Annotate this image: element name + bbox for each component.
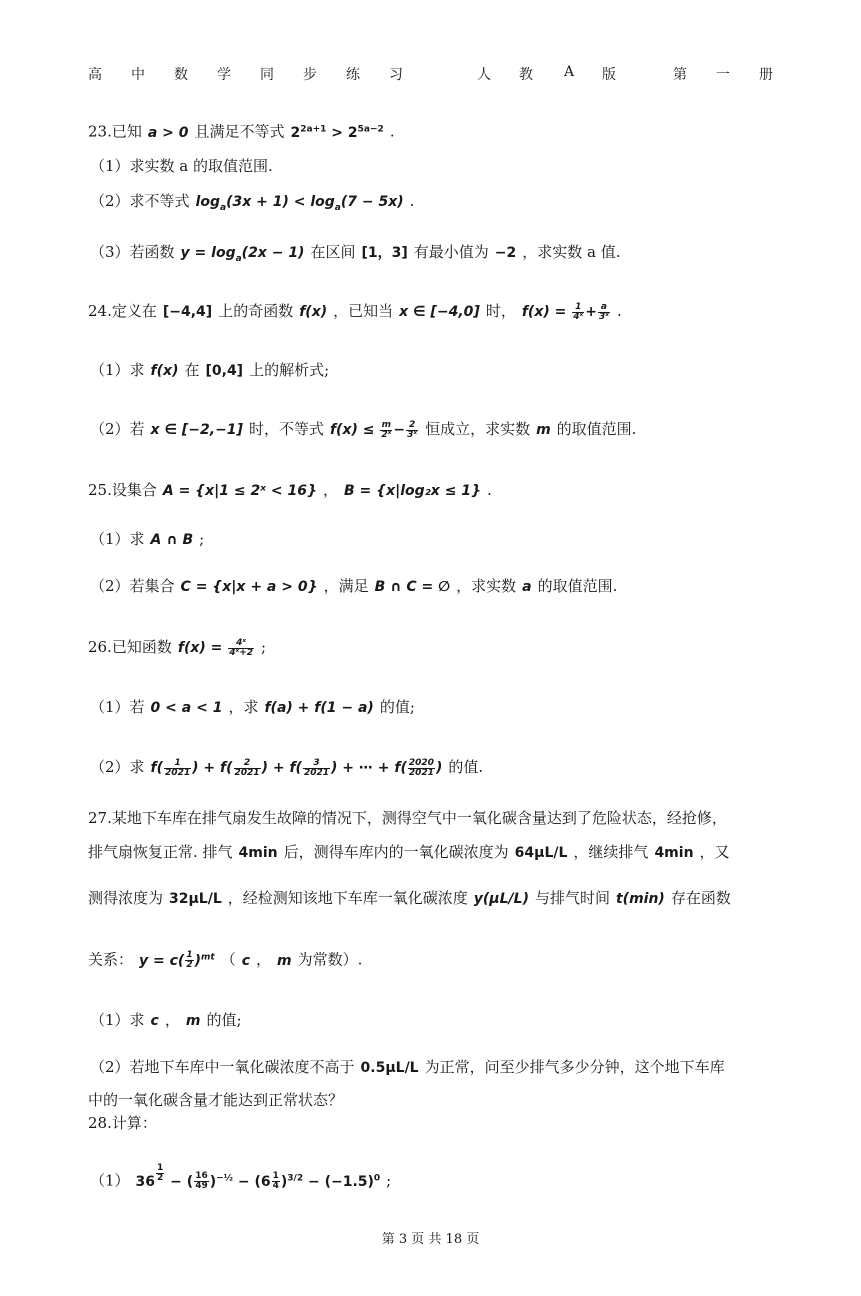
q24-label: 24.定义在 [88, 302, 157, 320]
domain: x ∈ [−2,−1] [150, 422, 243, 438]
text: 关系： [88, 950, 134, 969]
exponent: −½ [216, 1173, 233, 1183]
fx: f(x) = [177, 640, 223, 656]
header-char: 同 [260, 67, 274, 83]
time: 4min [654, 845, 694, 861]
header-char: 步 [303, 67, 317, 83]
interval: [0,4] [205, 363, 244, 379]
formula-part: ) [194, 952, 201, 969]
concentration: 32μL/L [169, 891, 222, 907]
f-close: ) [435, 760, 443, 776]
text: 在区间 [310, 243, 356, 261]
numerator: 2 [406, 421, 418, 431]
fraction [572, 303, 584, 322]
numerator: 2 [234, 759, 261, 769]
expression: f(a) + f(1 − a) [264, 700, 374, 716]
q25-label: 25.设集合 [88, 481, 157, 499]
denominator: 3ˣ [407, 429, 418, 440]
f-close: ) [261, 760, 268, 776]
q27-line4 [88, 946, 362, 972]
set-c: C = {x|x + a > 0} [180, 579, 318, 595]
q26-stem [88, 636, 266, 659]
fraction [228, 639, 254, 658]
dots: + ⋯ + [337, 760, 395, 776]
base: 36 [135, 1173, 156, 1190]
fx: f(x) = [521, 304, 567, 320]
fraction [303, 759, 330, 778]
q24-func: f(x) [299, 304, 328, 320]
header-char: 习 [389, 67, 403, 83]
f-open: f( [394, 760, 407, 776]
q27-part2 [90, 1056, 725, 1079]
q23-p2-math [195, 194, 404, 213]
fraction [194, 1172, 209, 1191]
minus: − ( [165, 1173, 194, 1190]
log-arg: (3x + 1) < log [226, 194, 335, 210]
log-arg: (7 − 5x) [340, 194, 404, 210]
open-paren: − (6 [232, 1173, 271, 1190]
q23-condition: a > 0 [147, 124, 189, 141]
condition: B ∩ C = ∅ [374, 579, 451, 595]
text: ，求实数 [456, 577, 517, 595]
text: ，又 [699, 843, 730, 861]
numerator: 2020 [408, 757, 434, 768]
formula-part: y = c( [139, 952, 185, 969]
text: ; [199, 530, 205, 548]
var-m: m [536, 422, 551, 438]
header-char: 学 [217, 67, 231, 83]
minus: − [393, 422, 406, 438]
condition: 0 < a < 1 [150, 700, 223, 716]
denominator: 4 [272, 1181, 279, 1192]
denominator: 2021 [303, 767, 330, 778]
func: y = log [180, 245, 236, 261]
text: 时，不等式 [248, 420, 324, 438]
numerator: 1 [164, 759, 191, 769]
denominator: 2 [157, 1173, 164, 1183]
text: ，求 [228, 698, 259, 716]
q27-line2 [88, 841, 730, 864]
term: − (−1.5) [303, 1173, 374, 1190]
var-c: c [150, 1013, 159, 1029]
f-close: ) [192, 760, 199, 776]
var-m: m [185, 1013, 201, 1029]
q24-part1 [90, 359, 329, 382]
time: 4min [238, 845, 278, 861]
denominator: 4ˣ+2 [229, 647, 254, 658]
q26-sum [150, 757, 443, 778]
q23-text: 且满足不等式 [194, 122, 285, 141]
f-open: f( [220, 760, 233, 776]
fraction [272, 1172, 280, 1191]
log-base: a [334, 202, 341, 213]
q23-part2 [90, 190, 414, 219]
q25-stem [88, 479, 492, 502]
fx: f(x) ≤ [329, 422, 375, 438]
text: 后，测得车库内的一氧化碳浓度为 [283, 843, 509, 861]
text: . [616, 302, 622, 320]
exponent-fraction [156, 1164, 164, 1183]
set-b: B = {x|log₂x ≤ 1} [343, 483, 482, 499]
close-paren: ) [209, 1173, 217, 1190]
text: （ [220, 950, 236, 969]
text: ，继续排气 [573, 843, 649, 861]
q27-part1 [90, 1009, 242, 1032]
numerator: m [381, 419, 392, 430]
exponent: 0 [373, 1173, 381, 1183]
q23-label: 23.已知 [88, 122, 142, 141]
q23-part3 [90, 241, 621, 270]
q28-expression [135, 1163, 381, 1192]
label: （2）求 [90, 758, 145, 776]
header-char: 高 [88, 67, 102, 83]
var-c: c [241, 952, 251, 969]
denominator: 4ˣ [573, 311, 584, 322]
q24-part2 [90, 418, 636, 441]
text: 的取值范围. [556, 420, 637, 438]
log-base: a [235, 253, 242, 264]
text: ; [386, 1171, 392, 1190]
q23-p2-label: （2）求不等式 [90, 192, 190, 210]
label: （2）若 [90, 420, 145, 438]
plus: + [267, 760, 290, 776]
numerator: 1 [572, 303, 584, 313]
q27-line1: 27.某地下车库在排气扇发生故障的情况下，测得空气中一氧化碳含量达到了危险状态，经抢修， [88, 809, 727, 827]
denominator: 2021 [165, 767, 191, 778]
q24-p2-ineq [329, 419, 419, 440]
q26-label: 26.已知函数 [88, 638, 172, 656]
denominator: 49 [195, 1181, 208, 1192]
f-open: f( [150, 760, 164, 776]
fraction [185, 951, 193, 970]
header-char: 第 [673, 67, 687, 83]
q26-formula [177, 637, 255, 658]
var-a: a [522, 579, 532, 595]
q23-min-value: −2 [494, 245, 517, 261]
plus: + [585, 304, 597, 320]
numerator: 1 [272, 1171, 279, 1182]
text: ; [261, 638, 267, 656]
concentration: 0.5μL/L [360, 1060, 419, 1076]
text: 上的奇函数 [218, 302, 294, 320]
set-a: A = {x|1 ≤ 2ˣ < 16} [162, 483, 317, 499]
text: 与排气时间 [534, 889, 610, 907]
f-open: f( [289, 760, 302, 776]
text: ，经检测知该地下车库一氧化碳浓度 [227, 889, 468, 907]
var-m: m [277, 952, 292, 969]
denominator: 3ˣ [598, 311, 609, 322]
text: 测得浓度为 [88, 889, 164, 907]
text: 的取值范围. [537, 577, 618, 595]
fraction [234, 759, 261, 778]
denominator: 2ˣ [381, 429, 392, 440]
text: 存在函数 [670, 889, 731, 907]
fraction [408, 759, 435, 778]
numerator: 1 [186, 950, 193, 961]
log: log [195, 194, 220, 210]
q24-formula [521, 301, 611, 322]
fraction [406, 421, 418, 440]
func: f(x) [150, 363, 179, 379]
header-char: 中 [131, 67, 145, 83]
var-t: t(min) [615, 891, 665, 907]
fraction [164, 759, 191, 778]
fraction [598, 303, 610, 322]
text: ，求实数 a 值. [522, 243, 621, 261]
header-char: 一 [716, 67, 730, 83]
header-char: 册 [759, 67, 773, 83]
text: ，满足 [323, 577, 369, 595]
q23-exp2: 5a−2 [357, 124, 384, 134]
plus: + [198, 760, 220, 776]
label: （1）求 [90, 361, 145, 379]
header-char: A [564, 64, 575, 80]
text: ， [164, 1011, 180, 1029]
label: （1） [90, 1171, 130, 1190]
q28-stem: 28.计算： [88, 1114, 157, 1132]
text: 时， [485, 302, 516, 320]
numerator: 4ˣ [228, 639, 254, 649]
q25-part1 [90, 528, 204, 551]
text: ，已知当 [333, 302, 394, 320]
q25-part2 [90, 575, 617, 598]
denominator: 2021 [408, 767, 434, 778]
numerator: 1 [157, 1163, 164, 1173]
header-char: 版 [602, 67, 616, 83]
text: 为常数）. [297, 950, 363, 969]
q28-part1 [90, 1164, 391, 1193]
var-y: y(μL/L) [473, 891, 529, 907]
q23-base: 2 [290, 124, 301, 141]
numerator: 3 [303, 759, 330, 769]
concentration: 64μL/L [514, 845, 568, 861]
log-arg: (2x − 1) [241, 245, 305, 261]
text: ， [322, 481, 338, 499]
label: （1）求 [90, 530, 145, 548]
header-char: 人 [477, 67, 491, 83]
fraction [380, 421, 392, 440]
text: . [487, 481, 492, 499]
q27-line3 [88, 887, 731, 910]
denominator: 2021 [234, 767, 260, 778]
q23-interval: [1，3] [361, 245, 408, 261]
q23-stem [88, 118, 395, 144]
text: 的值; [206, 1011, 242, 1029]
q23-end: . [389, 122, 395, 141]
numerator: a [598, 303, 610, 313]
text: 为正常，问至少排气多少分钟，这个地下车库 [424, 1058, 725, 1076]
q23-p2-end: . [409, 192, 415, 210]
header-char: 练 [346, 67, 360, 83]
label: （1）若 [90, 698, 145, 716]
q23-part1: （1）求实数 a 的取值范围. [90, 157, 273, 175]
text: 恒成立，求实数 [425, 420, 531, 438]
log-base: a [220, 202, 227, 213]
text: 排气扇恢复正常. 排气 [88, 843, 233, 861]
intersection: A ∩ B [150, 532, 194, 548]
header-char: 数 [174, 67, 188, 83]
close-paren: ) [280, 1173, 288, 1190]
q23-inequality [291, 125, 384, 141]
text: 在 [184, 361, 200, 379]
label: （2）若地下车库中一氧化碳浓度不高于 [90, 1058, 355, 1076]
label: （2）若集合 [90, 577, 175, 595]
q24-interval: [−4,4] [162, 304, 213, 320]
q23-exp1: 2a+1 [300, 124, 327, 134]
q23-rel: > 2 [326, 124, 358, 141]
exponent: mt [201, 952, 215, 962]
text: 的值. [448, 758, 484, 776]
denominator: 2 [186, 960, 193, 971]
exponent: 3/2 [287, 1173, 304, 1183]
text: 上的解析式; [249, 361, 330, 379]
numerator: 16 [195, 1171, 208, 1182]
q27-formula [139, 950, 215, 971]
q26-part2 [90, 756, 483, 779]
q26-part1 [90, 696, 415, 719]
header-char: 教 [519, 67, 533, 83]
q24-stem [88, 300, 622, 323]
page-footer: 第 3 页 共 18 页 [381, 1232, 480, 1247]
text: 有最小值为 [413, 243, 489, 261]
text: 的值; [379, 698, 415, 716]
q23-p3-func [180, 245, 305, 264]
page-header [88, 64, 773, 86]
label: （1）求 [90, 1011, 145, 1029]
q23-p3-label: （3）若函数 [90, 243, 175, 261]
q27-part2-line2: 中的一氧化碳含量才能达到正常状态？ [88, 1091, 344, 1109]
f-close: ) [331, 760, 338, 776]
q24-domain: x ∈ [−4,0] [399, 304, 480, 320]
text: ， [256, 950, 272, 969]
